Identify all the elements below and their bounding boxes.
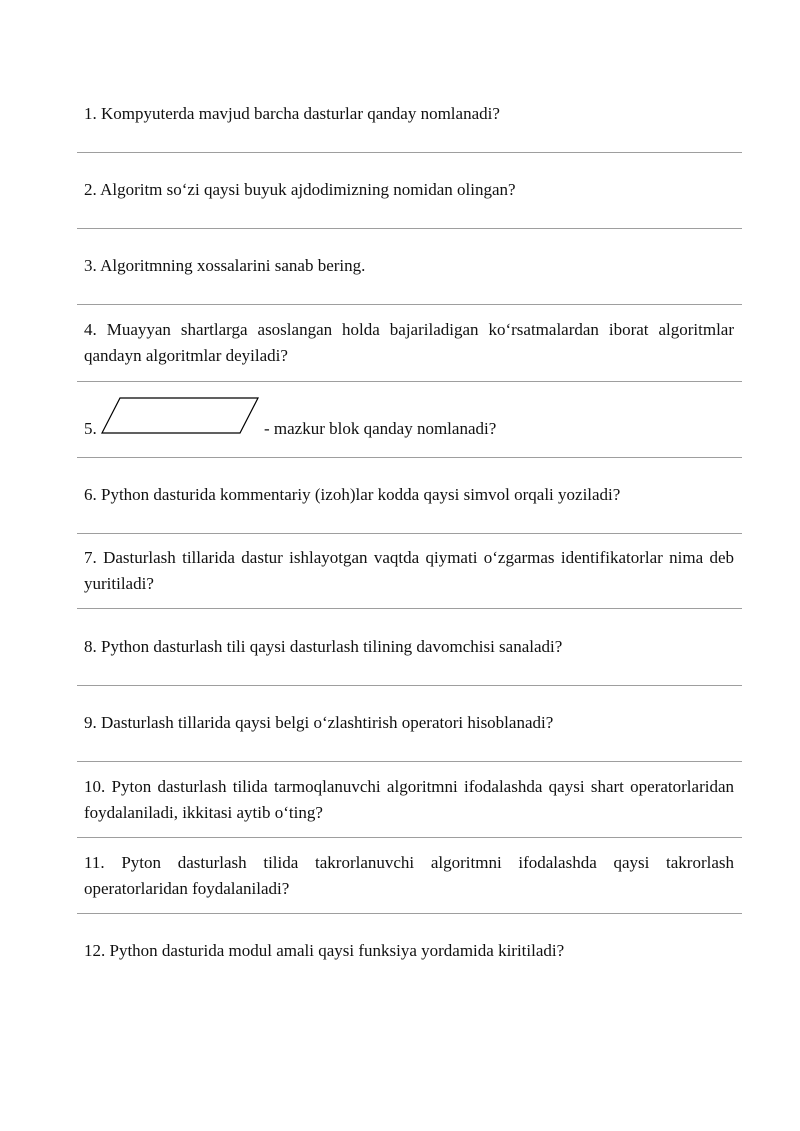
answer-line [77,304,742,305]
question-8 [84,634,734,660]
question-text: Dasturlash tillarida dastur ishlayotgan vaqtda qiymati o‘zgarmas identifikatorlar nima deb yuritiladi? [84,548,735,593]
question-6 [84,482,734,508]
question-2 [84,177,734,203]
question-text: Python dasturida kommentariy (izoh)lar kodda qaysi simvol orqali yoziladi? [101,485,621,504]
question-text: Python dasturida modul amali qaysi funksiya yordamida kiritiladi? [109,941,565,960]
question-12 [84,938,734,964]
question-text: Python dasturlash tili qaysi dasturlash tilining davomchisi sanaladi? [101,637,563,656]
question-1 [84,101,734,127]
answer-line [77,913,742,914]
question-9 [84,710,734,736]
answer-line [77,152,742,153]
question-number: 2. [84,180,97,199]
question-number: 9. [84,713,97,732]
question-10 [84,774,734,826]
question-number: 12. [84,941,106,960]
question-5-text: - mazkur blok qanday nomlanadi? [264,419,497,438]
answer-line [77,761,742,762]
answer-line [77,685,742,686]
question-text: Algoritm so‘zi qaysi buyuk ajdodimizning nomidan olingan? [100,180,516,199]
question-number: 3. [84,256,97,275]
question-5-number: 5. [84,419,97,438]
question-number: 8. [84,637,97,656]
answer-line [77,608,742,609]
answer-line [77,533,742,534]
question-11 [84,850,734,902]
question-text: Muayyan shartlarga asoslangan holda bajariladigan ko‘rsatmalardan iborat algoritmlar qandayn algoritmlar deyiladi? [84,320,734,365]
question-text: Pyton dasturlash tilida tarmoqlanuvchi algoritmni ifodalashda qaysi shart operatorlaridan foydalaniladi, ikkitasi aytib o‘ting? [84,777,735,822]
answer-line [77,228,742,229]
question-number: 4. [84,320,97,339]
question-text: Algoritmning xossalarini sanab bering. [100,256,366,275]
question-3 [84,253,734,279]
question-text: Pyton dasturlash tilida takrorlanuvchi algoritmni ifodalashda qaysi takrorlash operatorlaridan foydalaniladi? [84,853,735,898]
question-4 [84,317,734,369]
answer-line [77,381,742,382]
question-number: 11. [84,853,105,872]
question-text: Kompyuterda mavjud barcha dasturlar qanday nomlanadi? [101,104,500,123]
answer-line [77,837,742,838]
question-number: 10. [84,777,106,796]
question-number: 6. [84,485,97,504]
parallelogram-icon [100,396,262,436]
question-number: 7. [84,548,97,567]
question-number: 1. [84,104,97,123]
question-text: Dasturlash tillarida qaysi belgi o‘zlashtirish operatori hisoblanadi? [101,713,554,732]
question-7 [84,545,734,597]
answer-line [77,457,742,458]
